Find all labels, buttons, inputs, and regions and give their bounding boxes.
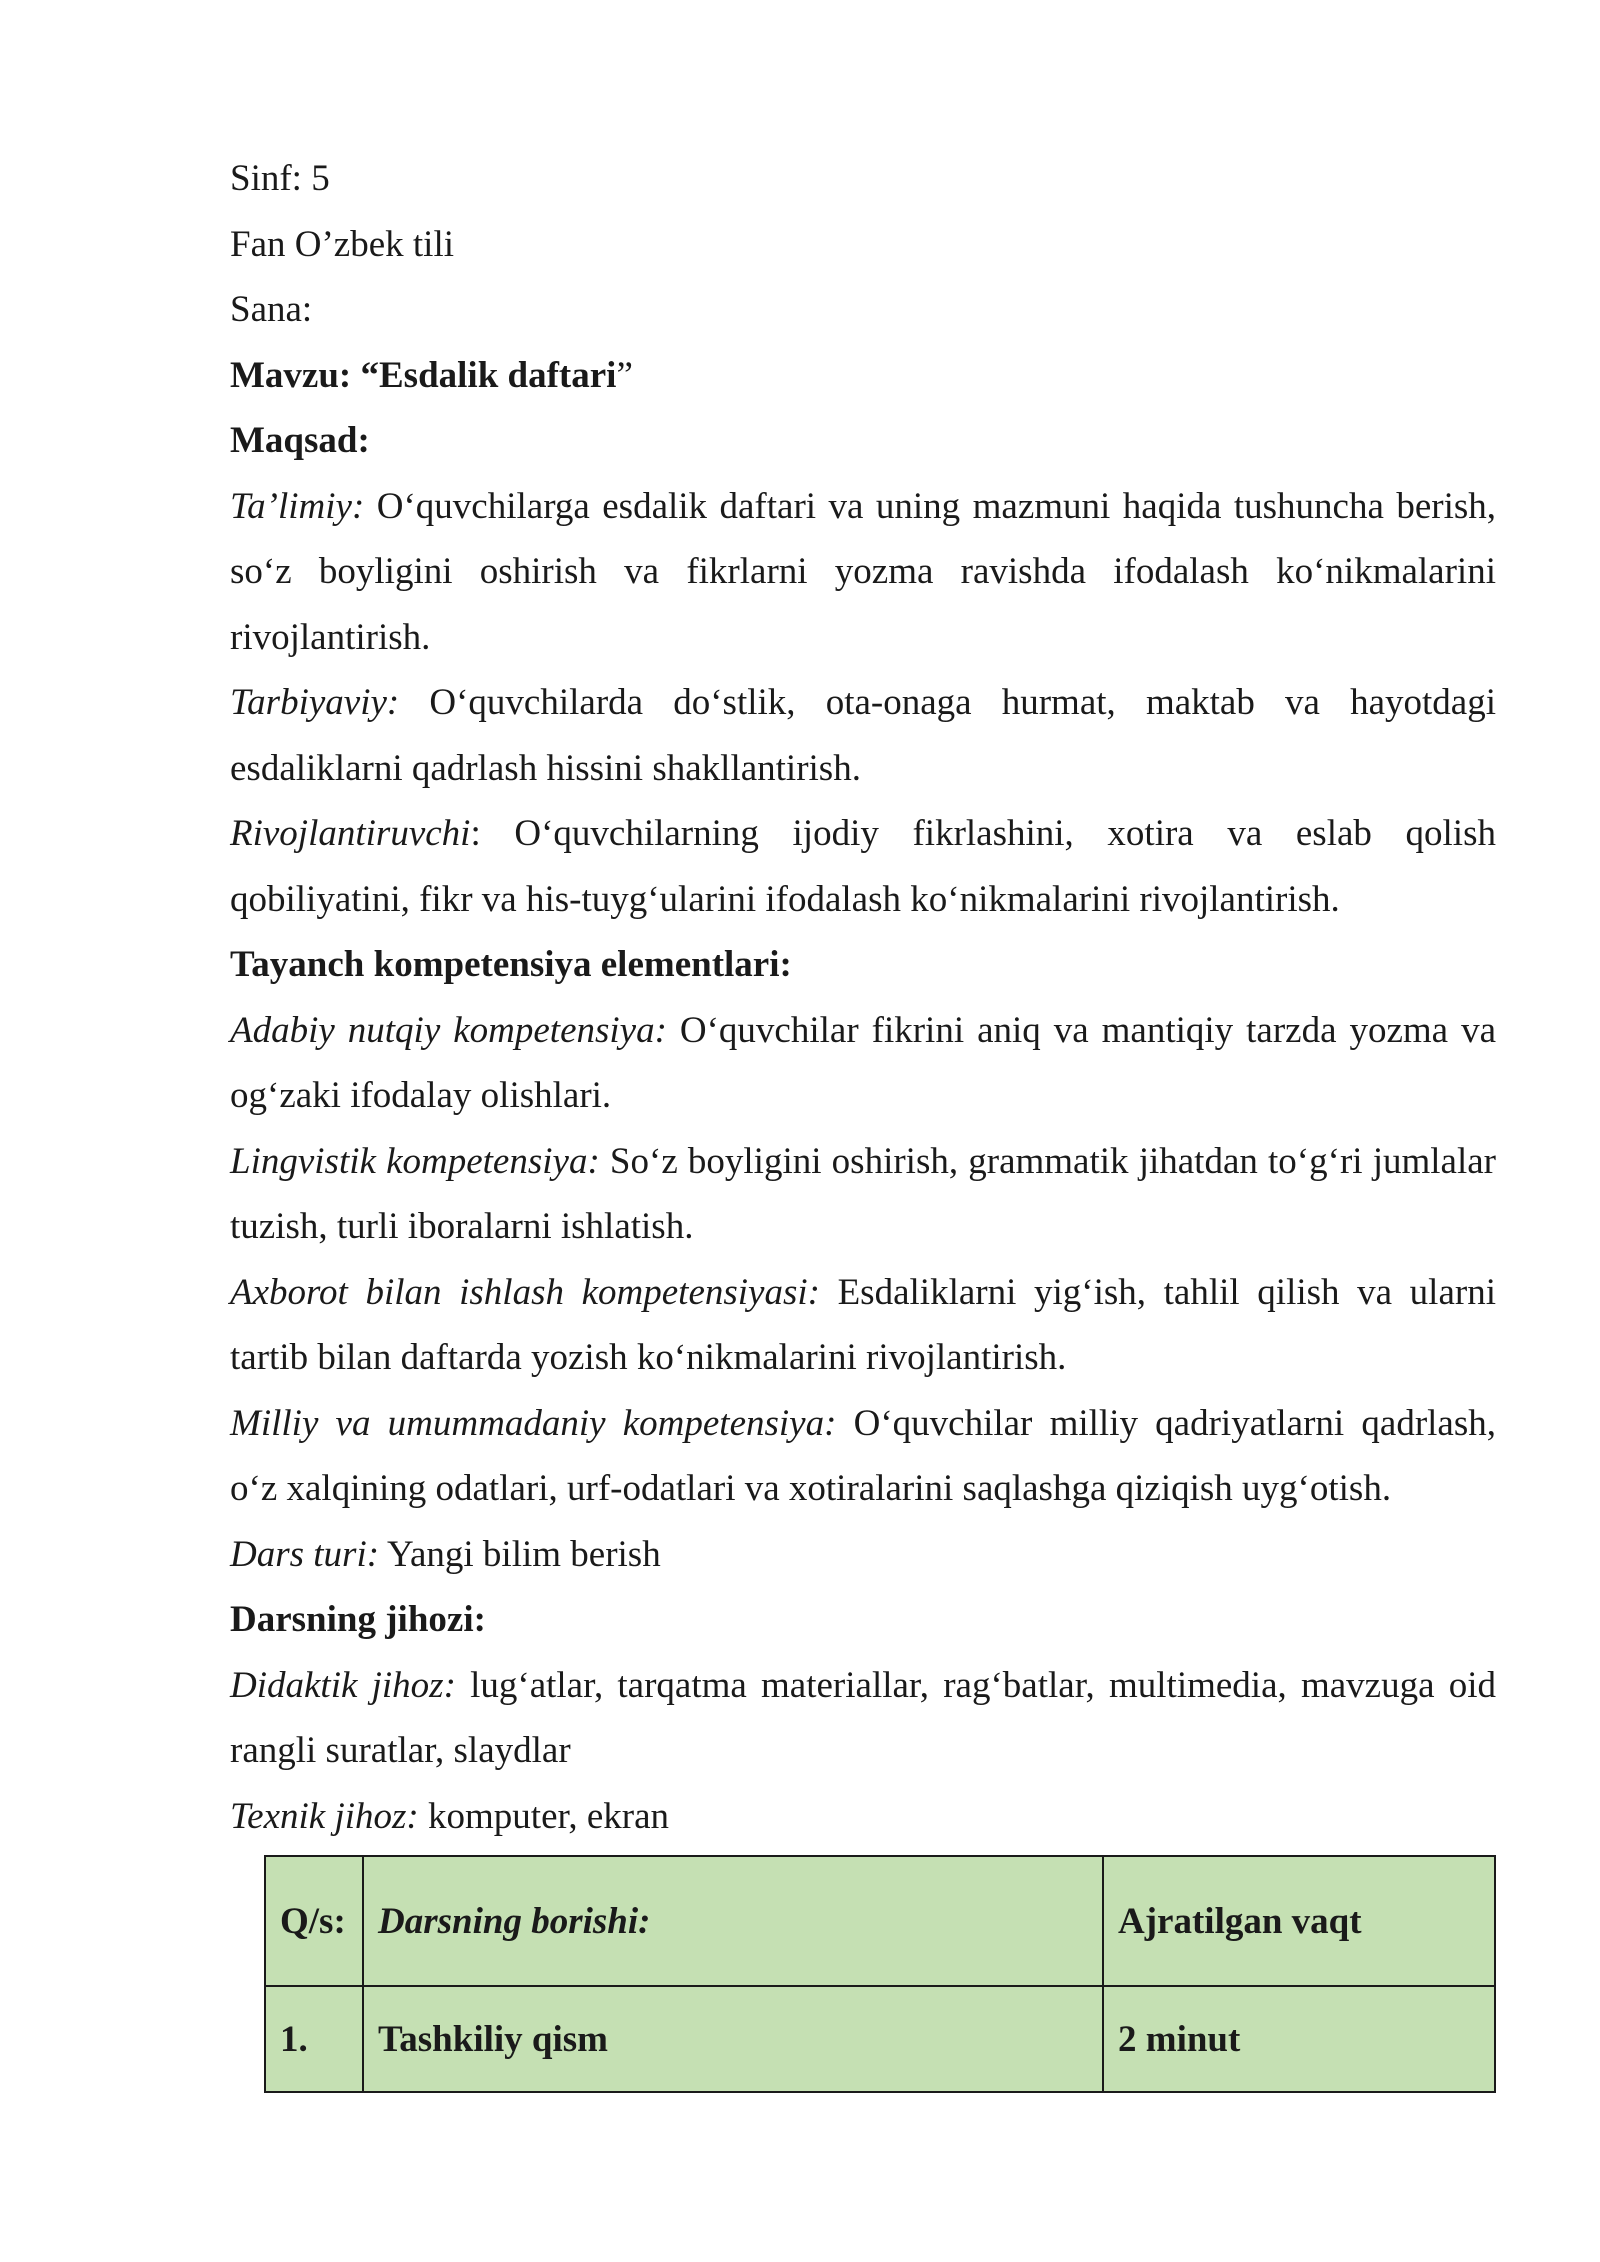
equipment-heading: Darsning jihozi: [230, 1599, 486, 1640]
header-number: Q/s: [265, 1856, 363, 1986]
header-lesson-progress: Darsning borishi: [363, 1856, 1103, 1986]
topic-close-quote: ” [616, 354, 633, 396]
didactic-equipment-text: lug‘atlar, tarqatma materiallar, rag‘batlar, multimedia, mavzuga oid rangli suratlar, slaydlar [230, 1664, 1496, 1771]
lesson-plan-page [230, 146, 1496, 1849]
lesson-progress-table [264, 1855, 1496, 2093]
educational-goal-label: Ta’limiy: [230, 485, 365, 527]
educational-goal-text: O‘quvchilarga esdalik daftari va uning mazmuni haqida tushuncha berish, so‘z boyligini oshirish va fikrlarni yozma ravishda ifodalash ko‘nikmalarini rivojlantirish. [230, 485, 1496, 658]
competency-heading: Tayanch kompetensiya elementlari: [230, 944, 792, 985]
technical-equipment-text: komputer, ekran [418, 1795, 670, 1837]
linguistic-competency-label: Lingvistik kompetensiya: [230, 1140, 600, 1182]
date-line: Sana: [230, 289, 313, 330]
literary-competency-text: O‘quvchilar fikrini aniq va mantiqiy tarzda yozma va og‘zaki ifodalay olishlari. [230, 1009, 1496, 1116]
technical-equipment [230, 1784, 1496, 1850]
upbringing-goal [230, 670, 1496, 801]
linguistic-competency-text: So‘z boyligini oshirish, grammatik jihatdan to‘g‘ri jumlalar tuzish, turli iboralarni ishlatish. [230, 1140, 1496, 1247]
technical-equipment-label: Texnik jihoz: [230, 1795, 419, 1837]
table-row [265, 1986, 1495, 2092]
information-competency-label: Axborot bilan ishlash kompetensiyasi: [230, 1271, 820, 1313]
lesson-type-label: Dars turi: [230, 1533, 380, 1575]
lesson-type [230, 1522, 1496, 1588]
grade-line: Sinf: 5 [230, 158, 330, 199]
cultural-competency-label: Milliy va umummadaniy kompetensiya: [230, 1402, 837, 1444]
header-allocated-time: Ajratilgan vaqt [1103, 1856, 1495, 1986]
information-competency-text: Esdaliklarni yig‘ish, tahlil qilish va ularni tartib bilan daftarda yozish ko‘nikmalarini rivojlantirish. [230, 1271, 1496, 1378]
lesson-type-text: Yangi bilim berish [379, 1533, 661, 1575]
linguistic-competency [230, 1129, 1496, 1260]
developmental-goal [230, 801, 1496, 932]
information-competency [230, 1260, 1496, 1391]
subject-line: Fan O’zbek tili [230, 223, 455, 265]
upbringing-goal-text: O‘quvchilarda do‘stlik, ota-onaga hurmat, maktab va hayotdagi esdaliklarni qadrlash hissini shakllantirish. [230, 682, 1496, 789]
educational-goal [230, 474, 1496, 671]
developmental-goal-text: : O‘quvchilarning ijodiy fikrlashini, xotira va eslab qolish qobiliyatini, fikr va his-tuyg‘ularini ifodalash ko‘nikmalarini rivojlantirish. [230, 813, 1496, 920]
literary-competency [230, 998, 1496, 1129]
cultural-competency-text: O‘quvchilar milliy qadriyatlarni qadrlash, o‘z xalqining odatlari, urf-odatlari va xotiralarini saqlashga qiziqish uyg‘otish. [230, 1402, 1496, 1509]
topic-line [230, 343, 1496, 409]
didactic-equipment-label: Didaktik jihoz: [230, 1664, 456, 1706]
goal-heading: Maqsad: [230, 420, 370, 461]
developmental-goal-label: Rivojlantiruvchi [230, 813, 471, 854]
row-stage: Tashkiliy qism [363, 1986, 1103, 2092]
row-time: 2 minut [1103, 1986, 1495, 2092]
didactic-equipment [230, 1653, 1496, 1784]
topic-title: Mavzu: “Esdalik daftari [230, 354, 617, 396]
cultural-competency [230, 1391, 1496, 1522]
literary-competency-label: Adabiy nutqiy kompetensiya: [230, 1009, 667, 1051]
upbringing-goal-label: Tarbiyaviy: [230, 682, 400, 723]
table-header-row [265, 1856, 1495, 1986]
row-number: 1. [265, 1986, 363, 2092]
